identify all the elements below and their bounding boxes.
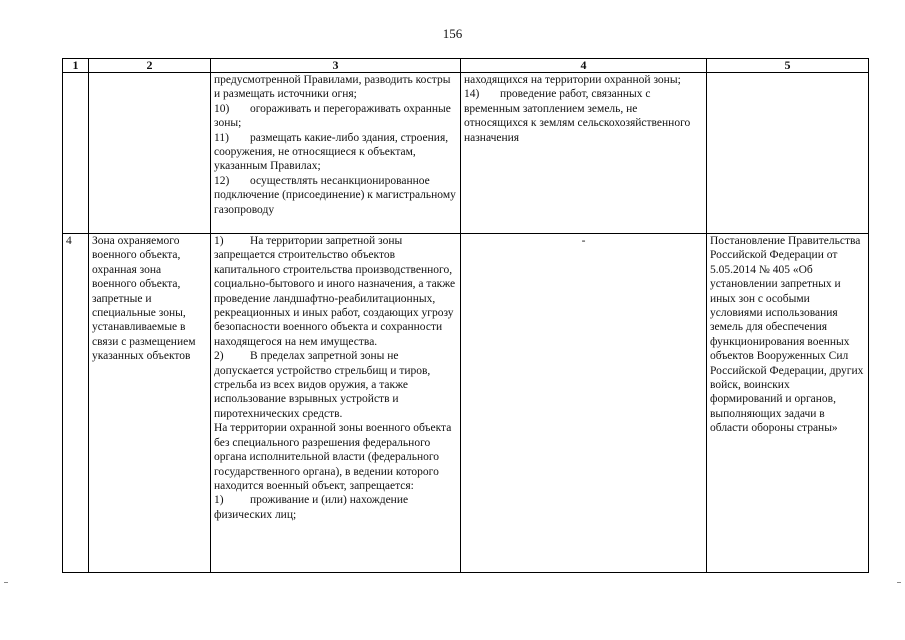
cell-zone <box>89 73 211 234</box>
cell-restrictions <box>211 234 461 573</box>
header-col-5: 5 <box>707 59 869 73</box>
cell-extra-restrictions: - <box>461 234 707 573</box>
cell-legal-basis: Постановление Правительства Российской Федерации от 5.05.2014 № 405 «Об установлении запретных и иных зон с особыми условиями использования земель для обеспечения функционирования военных объектов Вооруженных Сил Российской Федерации, других войск, воинских формирований и органов, выполняющих задачи в области обороны страны» <box>707 234 869 573</box>
restriction-item: 12) осуществлять несанкционированное подключение (присоединение) к магистральному газопроводу <box>214 174 456 216</box>
cell-legal-basis <box>707 73 869 234</box>
restriction-item: 1) На территории запретной зоны запрещается строительство объектов капитального строительства производственного, социально-бытового и иного назначения, а также проведение ландшафтно-реабилитационных, рекреационных и иных работ, создающих угрозу безопасности военного объекта и сохранности находящегося на нем имущества. <box>214 235 456 348</box>
restriction-item: На территории охранной зоны военного объекта без специального разрешения федерального органа исполнительной власти (федерального государственного органа), в ведении которого находится военный объект, запрещается: <box>214 422 452 492</box>
page-number: 156 <box>442 26 463 41</box>
regulation-table <box>62 58 869 573</box>
header-col-1: 1 <box>63 59 89 73</box>
restriction-item: 10) огораживать и перегораживать охранные зоны; <box>214 102 451 130</box>
scan-edge-mark <box>897 582 901 583</box>
cell-zone: Зона охраняемого военного объекта, охранная зона военного объекта, запретные и специальные зоны, устанавливаемые в связи с размещением указанных объектов <box>89 234 211 573</box>
restriction-item: 2) В пределах запретной зоны не допускается устройство стрельбищ и тиров, стрельба из всех видов оружия, а также использование взрывных устройств и пиротехнических средств. <box>214 350 431 420</box>
restriction-item: 1) проживание и (или) нахождение физических лиц; <box>214 494 409 521</box>
header-col-3: 3 <box>211 59 461 73</box>
cell-number: 4 <box>63 234 89 573</box>
cell-restrictions <box>211 73 461 234</box>
cell-extra-restrictions <box>461 73 707 234</box>
header-row <box>63 59 869 73</box>
scan-edge-mark <box>4 582 8 583</box>
restriction-item: находящихся на территории охранной зоны; <box>464 74 681 86</box>
cell-number <box>63 73 89 234</box>
header-col-2: 2 <box>89 59 211 73</box>
table-row-4 <box>63 234 869 573</box>
table-row-continuation <box>63 73 869 234</box>
header-col-4: 4 <box>461 59 707 73</box>
restriction-item: 11) размещать какие-либо здания, строения, сооружения, не относящиеся к объектам, указанным Правилах; <box>214 131 449 173</box>
restriction-item: предусмотренной Правилами, разводить костры и размещать источники огня; <box>214 74 451 101</box>
restriction-item: 14) проведение работ, связанных с временным затоплением земель, не относящихся к землям сельскохозяйственного назначения <box>464 88 691 144</box>
